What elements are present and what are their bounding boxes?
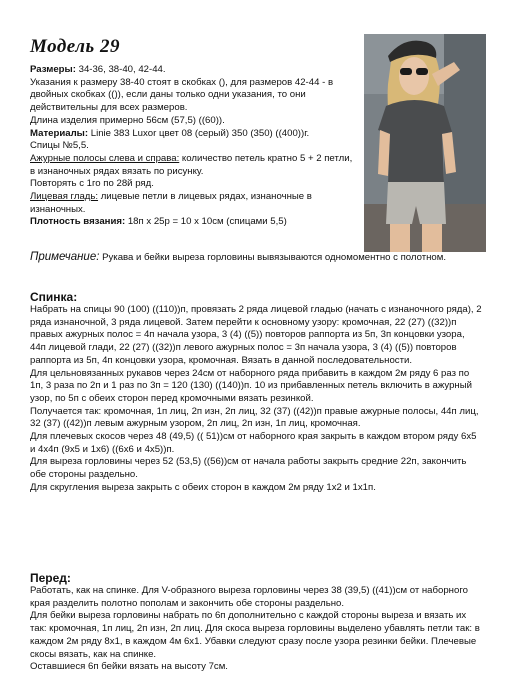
lace-repeat-line: Повторять с 1го по 28й ряд. [30, 178, 154, 190]
lace-line [30, 153, 358, 178]
back-paragraph-4: Для плечевых скосов через 48 (49,5) (( 51))см от наборного края закрыть в каждом втором ряду 6x5 и 4x4п (9x5 и 1x6) ((6x6 и 4x5))п. [30, 431, 477, 455]
stockinette-value: лицевые петли в лицевых рядах, изнаночные в изнаночных. [30, 191, 312, 215]
stockinette-line [30, 191, 358, 216]
front-paragraph-3: Оставшиеся 6п бейки вязать на высоту 7см. [30, 661, 228, 673]
note-label: Примечание: [30, 251, 100, 263]
materials-value: Linie 383 Luxor цвет 08 (серый) 350 (350) ((400))г. [88, 127, 310, 139]
sizes-note: Указания к размеру 38-40 стоят в скобках (), для размеров 42-44 - в двойных скобках (()), если даны только одни указания, то они действительны для всех размеров. [30, 76, 334, 114]
front-heading: Перед: [30, 571, 71, 585]
note-text: Рукава и бейки выреза горловины вывязываются одномоментно с полотном. [99, 252, 447, 263]
page-title: Модель 29 [30, 36, 120, 57]
materials-line [30, 128, 358, 141]
sizes-label: Размеры: [30, 64, 76, 75]
back-paragraph-6: Для скругления выреза закрыть с обеих сторон в каждом 2м ряду 1x2 и 1x1п. [30, 481, 376, 493]
front-paragraph-1: Работать, как на спинке. Для V-образного выреза горловины через 38 (39,5) ((41))см от наборного края разделить полотно пополам и закончить обе стороны раздельно. [30, 585, 468, 609]
intro-block [30, 64, 358, 229]
length-line: Длина изделия примерно 56см (57,5) ((60)). [30, 114, 225, 126]
lace-value: количество петель кратно 5 + 2 петли, в изнаночных рядах вязать по рисунку. [30, 152, 353, 177]
note-line [30, 251, 482, 265]
sizes-value: 34-36, 38-40, 42-44. [75, 64, 166, 75]
back-section [30, 290, 482, 495]
lace-label: Ажурные полосы слева и справа: [30, 152, 180, 164]
gauge-line [30, 216, 358, 229]
front-section [30, 571, 482, 674]
gauge-value: 18п x 25р = 10 x 10см (спицами 5,5) [125, 216, 287, 228]
back-paragraph-1: Набрать на спицы 90 (100) ((110))п, провязать 2 ряда лицевой гладью (начать с изнаночного ряда), 2 ряда изнаночной, 3 ряда лицевой. Затем перейти к основному узору: кромочная, 22 (27) ((32))п правых ажурных полос = 4п начала узора, 3 (4) ((5)) повторов раппорта из 5п, 3п концовки узора, 44п лицевой глади, 22 (27) ((32))п левого ажурных полос = 3п начала узора, 3 (4) ((5)) повторов раппорта из 5п, 4п концовки узора, кромочная. Вязать в данной последовательности. [30, 304, 482, 366]
back-heading: Спинка: [30, 290, 78, 304]
stockinette-label: Лицевая гладь: [30, 191, 99, 203]
back-paragraph-2: Для цельновязанных рукавов через 24см от наборного ряда прибавить в каждом 2м ряду 6 раз по 1п, 3 раза по 2п и 1 раз по 3п = 120 (130) ((140))п. 10 из прибавленных петель включить в ажурный узор, по 5п с обеих сторон перед кромочными вязать резинкой. [30, 367, 472, 404]
materials-label: Материалы: [30, 127, 89, 139]
back-paragraph-5: Для выреза горловины через 52 (53,5) ((56))см от начала работы закрыть средние 22п, закончить обе стороны раздельно. [30, 456, 467, 481]
needles-line: Спицы №5,5. [30, 140, 89, 152]
model-photo [364, 34, 486, 252]
front-paragraph-2: Для бейки выреза горловины набрать по 6п дополнительно с каждой стороны выреза и вязать их так: кромочная, 1п лиц, 2п изн, 2п лиц. Для скоса выреза горловины выделено убавлять петли так: в каждом 2м ряду 8x1, в каждом 4м 6x1. Убавки следуют сразу после узора резинки бейки. Плечевые скосы вязать, как на спинке. [30, 610, 480, 660]
sizes-line [30, 64, 358, 77]
gauge-label: Плотность вязания: [30, 216, 126, 228]
model-photo-illustration [364, 34, 486, 252]
back-paragraph-3: Получается так: кромочная, 1п лиц, 2п изн, 2п лиц, 32 (37) ((42))п правые ажурные полосы, 44п лиц, 32 (37) ((42))п левым ажурным узором, 2п лиц, 2п изн, 1п лиц, кромочная. [30, 405, 479, 430]
note-block [30, 251, 482, 265]
